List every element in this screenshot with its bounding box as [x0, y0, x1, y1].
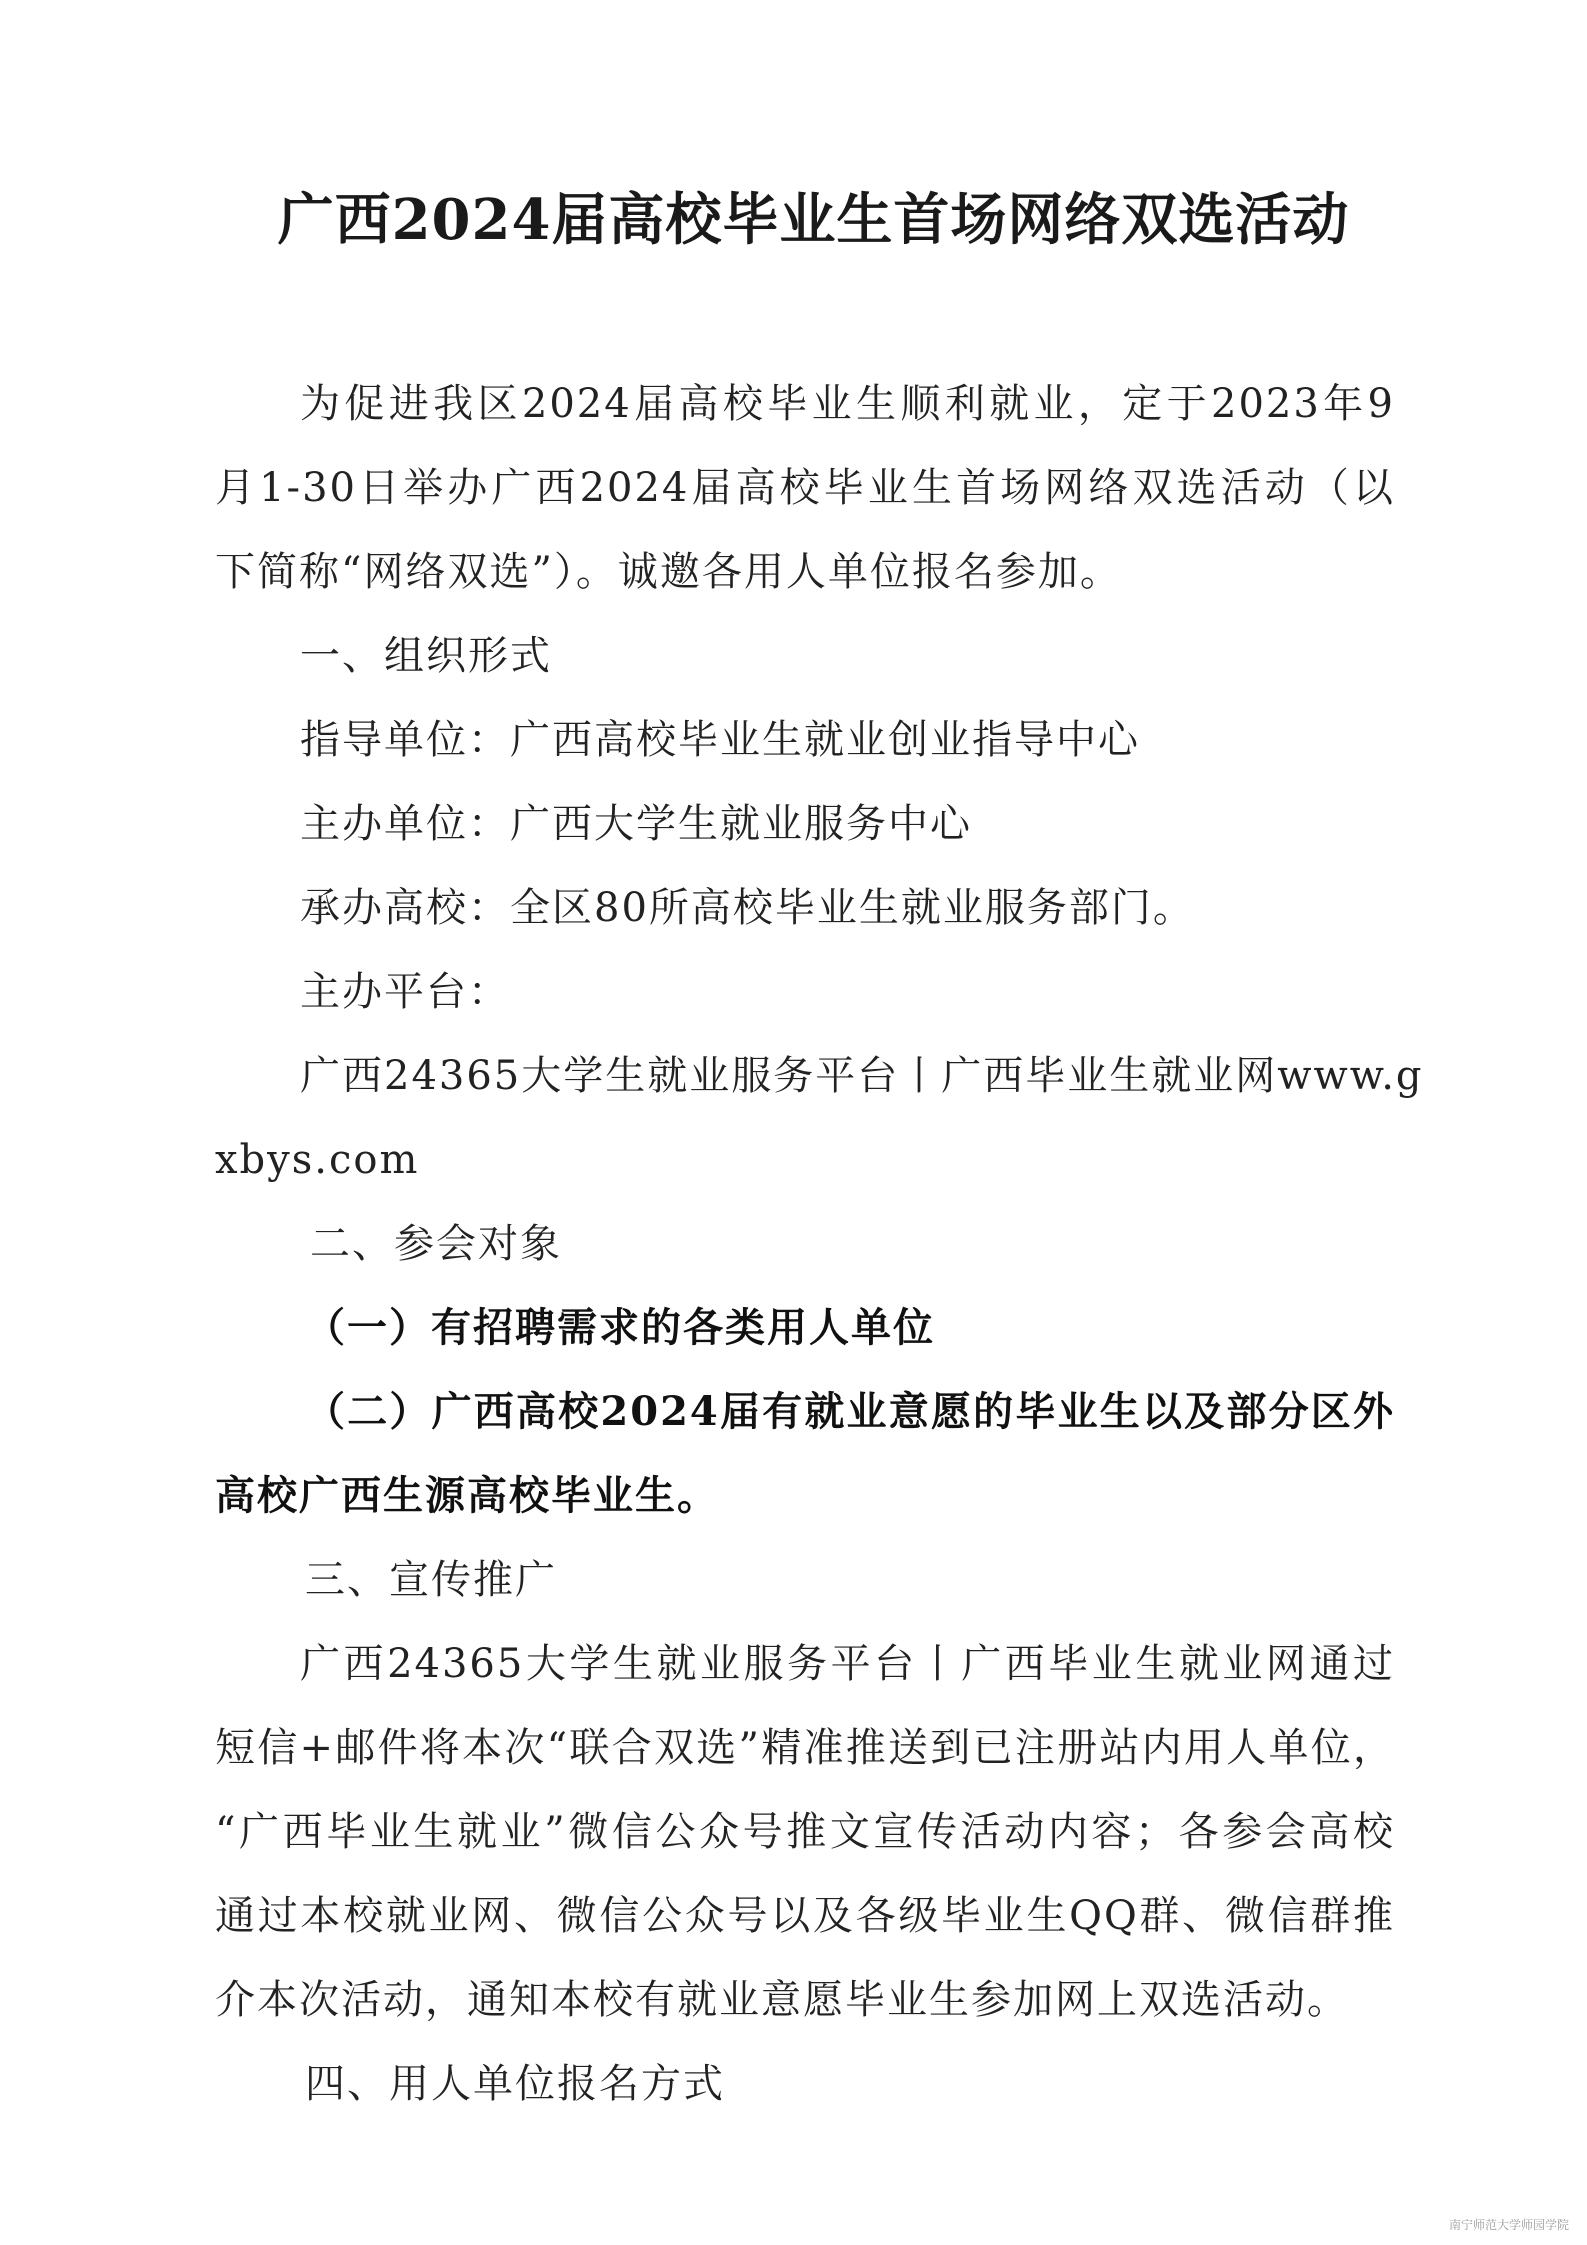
organizer-line: 承办高校：全区80所高校毕业生就业服务部门。	[300, 885, 1195, 931]
guide-unit-line: 指导单位：广西高校毕业生就业创业指导中心	[300, 717, 1140, 763]
platform-line-2: xbys.com	[215, 1137, 420, 1183]
promotion-line-3: “广西毕业生就业”微信公众号推文宣传活动内容；各参会高校	[215, 1809, 1395, 1855]
document-title: 广西2024届高校毕业生首场网络双选活动	[277, 187, 1350, 253]
platform-label-line: 主办平台：	[300, 969, 510, 1015]
promotion-line-2: 短信+邮件将本次“联合双选”精准推送到已注册站内用人单位，	[215, 1725, 1395, 1771]
section-heading-2: 二、参会对象	[310, 1221, 562, 1267]
participant-item-2-line-2: 高校广西生源高校毕业生。	[215, 1472, 719, 1519]
watermark: 南宁师范大学师园学院	[1448, 2218, 1569, 2232]
promotion-line-5: 介本次活动，通知本校有就业意愿毕业生参加网上双选活动。	[215, 1977, 1349, 2023]
platform-line-1: 广西24365大学生就业服务平台丨广西毕业生就业网www.g	[300, 1053, 1424, 1099]
section-heading-1: 一、组织形式	[300, 633, 552, 679]
section-heading-4: 四、用人单位报名方式	[305, 2061, 725, 2107]
participant-item-2-line-1: （二）广西高校2024届有就业意愿的毕业生以及部分区外	[305, 1388, 1395, 1435]
host-unit-line: 主办单位：广西大学生就业服务中心	[300, 801, 972, 847]
paragraph-line-2: 月1-30日举办广西2024届高校毕业生首场网络双选活动（以	[215, 465, 1395, 511]
participant-item-1: （一）有招聘需求的各类用人单位	[305, 1304, 935, 1351]
promotion-line-1: 广西24365大学生就业服务平台丨广西毕业生就业网通过	[300, 1641, 1395, 1687]
section-heading-3: 三、宣传推广	[305, 1557, 557, 1603]
paragraph-line-3: 下简称“网络双选”）。诚邀各用人单位报名参加。	[215, 549, 1122, 595]
paragraph-line-1: 为促进我区2024届高校毕业生顺利就业，定于2023年9	[300, 381, 1395, 427]
promotion-line-4: 通过本校就业网、微信公众号以及各级毕业生QQ群、微信群推	[215, 1893, 1395, 1939]
